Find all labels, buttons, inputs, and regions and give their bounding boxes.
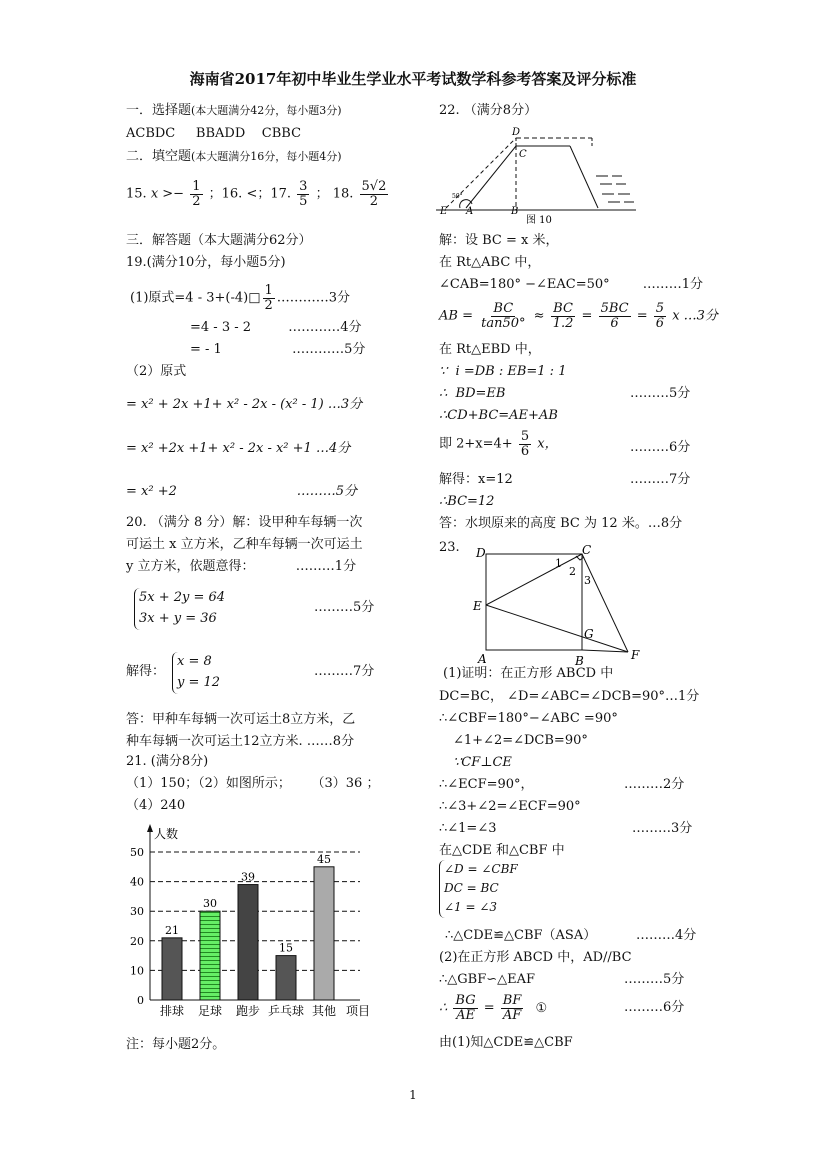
- fig10-label-c: C: [519, 149, 527, 160]
- fig23-angle-3: 3: [584, 574, 591, 587]
- q23-line-14: 由(1)知△CDE≌△CBF: [439, 1035, 573, 1050]
- y-axis-label: 人数: [154, 827, 179, 841]
- q23-line-7: ∴∠3+∠2=∠ECF=90°: [439, 799, 581, 814]
- q21-line-1: （1）150；（2）如图所示； （3）36 ；: [126, 776, 380, 791]
- fig23-label-c: C: [582, 543, 592, 557]
- q23-line-5: ∵CF⊥CE: [453, 755, 512, 770]
- bar: [162, 938, 182, 1000]
- bar-value-label: 45: [317, 852, 331, 866]
- q22-line-8: ∴CD+BC=AE+AB: [439, 408, 558, 423]
- q22-line-11: ∴BC=12: [439, 494, 495, 509]
- q22-line-1: 解：设 BC = x 米，: [439, 233, 559, 248]
- q22-line-5: 在 Rt△EBD 中，: [439, 342, 541, 357]
- category-label: 排球: [159, 1004, 185, 1018]
- y-tick-label: 50: [130, 846, 144, 859]
- fig10-label-a: A: [466, 206, 474, 217]
- fig10-caption: 图 10: [526, 215, 552, 226]
- y-axis-arrow: [147, 824, 153, 832]
- q22-line-3: ∠CAB=180° −∠EAC=50° ………1分: [439, 277, 703, 292]
- fig10-label-e: E: [440, 206, 448, 217]
- bar-value-label: 21: [165, 923, 179, 937]
- section-1-heading: 一．选择题(本大题满分42分，每小题3分): [126, 103, 342, 118]
- q23-line-2: DC=BC， ∠D=∠ABC=∠DCB=90°…1分: [439, 689, 700, 704]
- fig10-label-b: B: [511, 206, 519, 217]
- q20-solve-label: 解得：: [126, 664, 166, 679]
- fig23-label-e: E: [473, 599, 482, 613]
- q21-note: 注：每小题2分。: [126, 1037, 226, 1052]
- q23-line-13: ∴ $\frac{BG}{AE}$ = $\frac{BF}{AF}$ ①: [439, 993, 548, 1023]
- q23-line-1: (1)证明：在正方形 ABCD 中: [443, 666, 614, 681]
- page-title: 海南省2017年初中毕业生学业水平考试数学科参考答案及评分标准: [189, 70, 637, 88]
- q23-line-12: ∴△GBF∽△EAF: [439, 972, 536, 987]
- q22-line-9: 即 2+x=4+ $\frac{5}{6}$ x，: [439, 429, 558, 459]
- bar: [200, 911, 220, 1000]
- fig23-angle-1: 1: [555, 557, 562, 570]
- q23-score-2: ………2分: [624, 777, 685, 792]
- category-label: 跑步: [235, 1004, 261, 1018]
- fig23-label-d: D: [476, 546, 486, 560]
- q22-score-7: ………7分: [630, 472, 691, 487]
- q22-answer: 答：水坝原来的高度 BC 为 12 米。…8分: [439, 516, 683, 531]
- q23-line-8: ∴∠1=∠3: [439, 821, 497, 836]
- fig23-label-b: B: [575, 654, 584, 668]
- q22-line-7: ∴ BD=EB: [439, 386, 506, 401]
- y-tick-label: 40: [130, 875, 144, 889]
- q22-heading: 22. （满分8分）: [439, 103, 538, 118]
- q21-heading: 21. (满分8分): [126, 754, 209, 769]
- q23-heading: 23.: [439, 540, 460, 555]
- q20-line-2: 可运土 x 立方米，乙种车每辆一次可运土: [126, 537, 363, 552]
- q20-score-1: ………5分: [314, 600, 375, 615]
- y-tick-label: 10: [130, 964, 144, 978]
- fig23-angle-2: 2: [569, 565, 576, 578]
- category-label: 乒乓球: [267, 1004, 305, 1018]
- q19-part-2: （2）原式: [126, 364, 187, 379]
- figure-10: [436, 124, 646, 228]
- q19-line-4: = x² + 2x +1+ x² - 2x - (x² - 1) …3分: [126, 397, 363, 412]
- q23-line-11: (2)在正方形 ABCD 中，AD//BC: [439, 950, 632, 965]
- fig23-label-a: A: [478, 652, 487, 666]
- fig23-label-f: F: [631, 648, 640, 662]
- q20-answer-1: 答：甲种车每辆一次可运土8立方米，乙: [126, 712, 356, 727]
- fig10-label-d: D: [512, 127, 521, 138]
- q22-score-6: ………6分: [630, 440, 691, 455]
- bar-value-label: 39: [241, 870, 255, 884]
- q19-line-1: (1)原式=4 - 3+(-4)□ $\frac{1}{2}$ …………3分: [130, 283, 351, 313]
- category-label: 足球: [197, 1004, 223, 1018]
- bar-value-label: 15: [279, 941, 293, 955]
- q23-brace-system: ∠D = ∠CBF DC = BC ∠1 = ∠3: [439, 860, 518, 918]
- q23-line-9: 在△CDE 和△CBF 中: [439, 843, 565, 858]
- bar: [238, 885, 258, 1000]
- section-3-heading: 三．解答题（本大题满分62分）: [126, 233, 312, 248]
- q22-line-10: 解得：x=12: [439, 472, 513, 487]
- y-tick-label: 20: [130, 934, 144, 948]
- q19-line-6: = x² +2 ………5分: [126, 484, 357, 499]
- q22-line-4: AB = $\frac{BC}{\tan 50^\circ}$ ≈ $\frac{BC}{1.2}$ = $\frac{5BC}{6}$ = $\frac{5}{6}$ x …3分: [439, 301, 718, 331]
- q21-line-2: （4）240: [126, 798, 186, 813]
- q23-line-6: ∴∠ECF=90°，: [439, 777, 534, 792]
- category-label: 其他: [311, 1004, 337, 1018]
- q23-score-3: ………3分: [632, 821, 693, 836]
- bar: [276, 956, 296, 1000]
- q19-line-2: =4 - 3 - 2 …………4分: [190, 320, 362, 335]
- q20-score-2: ………7分: [314, 664, 375, 679]
- bar-value-label: 30: [203, 897, 217, 911]
- q19-line-5: = x² +2x +1+ x² - 2x - x² +1 …4分: [126, 441, 351, 456]
- q20-line-1: 20. （满分 8 分）解：设甲种车每辆一次: [126, 515, 363, 530]
- chart-bars: [160, 853, 336, 1018]
- q22-line-6: ∵ i =DB : EB=1 : 1: [439, 364, 567, 379]
- page-number: 1: [409, 1088, 417, 1102]
- q19-heading: 19.(满分10分，每小题5分): [126, 255, 286, 270]
- fig23-label-g: G: [584, 627, 594, 641]
- q20-answer-2: 种车每辆一次可运土12立方米. ……8分: [126, 734, 355, 749]
- x-axis-label: 项目: [346, 1004, 371, 1018]
- fill-answers: 15. x >− $\frac{1}{2}$ ；16. <；17. $\frac{3}{5}$ ； 18. $\frac{5√2}{2}$: [126, 179, 387, 209]
- q20-line-3: y 立方米，依题意得： ………1分: [126, 559, 357, 574]
- bar: [314, 867, 334, 1000]
- q23-score-5: ………5分: [624, 972, 685, 987]
- choice-answers: ACBDC BBADD CBBC: [126, 126, 302, 141]
- q22-score-5: ………5分: [630, 386, 691, 401]
- q23-line-4: ∠1+∠2=∠DCB=90°: [453, 733, 588, 748]
- q19-line-3: = - 1 …………5分: [190, 342, 366, 357]
- q23-score-6: ………6分: [624, 1000, 685, 1015]
- q23-line-10: ∴△CDE≌△CBF（ASA）: [445, 928, 597, 943]
- section-2-heading: 二．填空题(本大题满分16分，每小题4分): [126, 149, 342, 164]
- y-tick-label: 0: [137, 994, 144, 1007]
- q20-system: 5x + 2y = 64 3x + y = 36: [134, 588, 225, 630]
- y-tick-label: 30: [130, 905, 144, 919]
- bar-chart: [110, 822, 400, 1022]
- q23-score-4: ………4分: [636, 928, 697, 943]
- q20-solution: x = 8 y = 12: [172, 652, 220, 694]
- q23-line-3: ∴∠CBF=180°−∠ABC =90°: [439, 711, 618, 726]
- q22-line-2: 在 Rt△ABC 中，: [439, 255, 541, 270]
- figure-23: [468, 540, 658, 670]
- fig10-angle: 50°: [452, 193, 463, 200]
